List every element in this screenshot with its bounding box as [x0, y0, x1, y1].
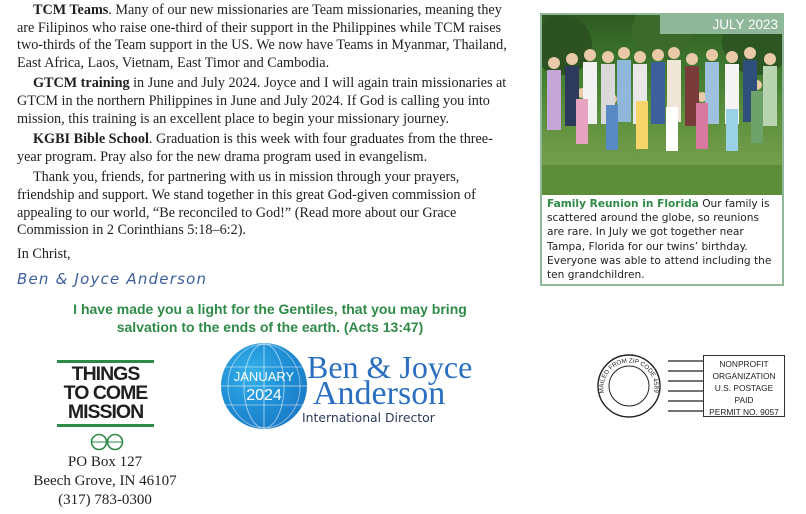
- letter-body: [17, 2, 517, 243]
- director-title: International Director: [302, 410, 435, 425]
- text-kgbi: . Graduation is this week with four graduates from the three-year program. Pray also for the new drama program used in evangelism.: [17, 131, 493, 165]
- permit-line-1: NONPROFIT: [719, 359, 769, 369]
- caption-lead: Family Reunion in Florida: [547, 198, 699, 210]
- permit-line-4: PAID: [734, 395, 754, 405]
- postmark-text: MAILED FROM ZIP CODE 4589: [598, 357, 660, 394]
- logo-rings-icon: [89, 433, 125, 451]
- issue-globe-icon: [221, 343, 307, 429]
- logo-line1: THINGS: [71, 363, 140, 385]
- photo-date: JULY 2023: [660, 15, 782, 34]
- bible-verse: I have made you a light for the Gentiles, that you may bring salvation to the ends of the earth. (Acts 13:47): [73, 301, 467, 335]
- text-gtcm-training: in June and July 2024. Joyce and I will again train missionaries at GTCM in the northern Philippines in June and July 2024. If God is calling you into mission, this training is an excellent place to begin your missionary journey.: [17, 75, 507, 127]
- mailing-address: [20, 453, 190, 510]
- text-tcm-teams: . Many of our new missionaries are Team missionaries, meaning they are Filipinos who raise one-third of their support in the Philippines while TCM raises two-thirds of the Team support in the US. We now have Teams in Myanmar, Thailand, East Africa, Laos, Vietnam, East Timor and Cambodia.: [17, 2, 507, 71]
- svg-text:MAILED FROM ZIP CODE 45890: [596, 353, 660, 394]
- family-photo-illustration: [542, 15, 782, 195]
- paragraph-kgbi: [17, 131, 517, 166]
- address-line2: Beech Grove, IN 46107: [33, 473, 177, 489]
- paragraph-thanks: Thank you, friends, for partnering with us in mission through your prayers, friendship and support. We stand together in this great God-given commission of appealing to our world, “Be reconciled to God!” (Read more about our Grace Commission in 2 Corinthians 5:18–6:2).: [17, 169, 476, 239]
- director-name-line1: Ben & Joyce: [307, 349, 473, 385]
- logo-line2: TO COME: [63, 382, 148, 404]
- family-photo: [542, 15, 782, 195]
- photo-caption: [547, 197, 779, 282]
- paragraph-tcm-teams: [17, 2, 517, 72]
- postmark-stamp: [596, 353, 662, 419]
- lead-tcm-teams: TCM Teams: [33, 2, 109, 18]
- postage-cancel-bars: [668, 355, 703, 417]
- logo-line3: MISSION: [67, 401, 144, 423]
- issue-year: 2024: [246, 387, 282, 404]
- things-to-come-mission-logo: [57, 360, 154, 427]
- permit-line-5: PERMIT NO. 9057: [709, 407, 779, 417]
- address-line1: PO Box 127: [67, 454, 143, 470]
- director-name-line2: Anderson: [313, 375, 446, 412]
- photo-card: [540, 13, 784, 286]
- postage-permit-box: [703, 355, 785, 417]
- lead-gtcm-training: GTCM training: [33, 75, 130, 92]
- signature: Ben & Joyce Anderson: [17, 270, 208, 288]
- permit-line-2: ORGANIZATION: [712, 371, 776, 381]
- caption-text: Our family is scattered around the globe, so reunions are rare. In July we got together near Tampa, Florida for our twins’ birthday. Everyone was able to attend including the ten grandchildren.: [547, 198, 772, 282]
- logo-text: [57, 365, 154, 422]
- paragraph-gtcm-training: [17, 75, 517, 128]
- closing: In Christ,: [17, 246, 71, 262]
- permit-line-3: U.S. POSTAGE: [714, 383, 774, 393]
- globe-grid: [221, 343, 307, 429]
- lead-kgbi: KGBI Bible School: [33, 131, 149, 148]
- logo-rule-bottom: [57, 424, 154, 427]
- address-phone: (317) 783-0300: [58, 492, 152, 508]
- issue-month: JANUARY: [233, 369, 295, 384]
